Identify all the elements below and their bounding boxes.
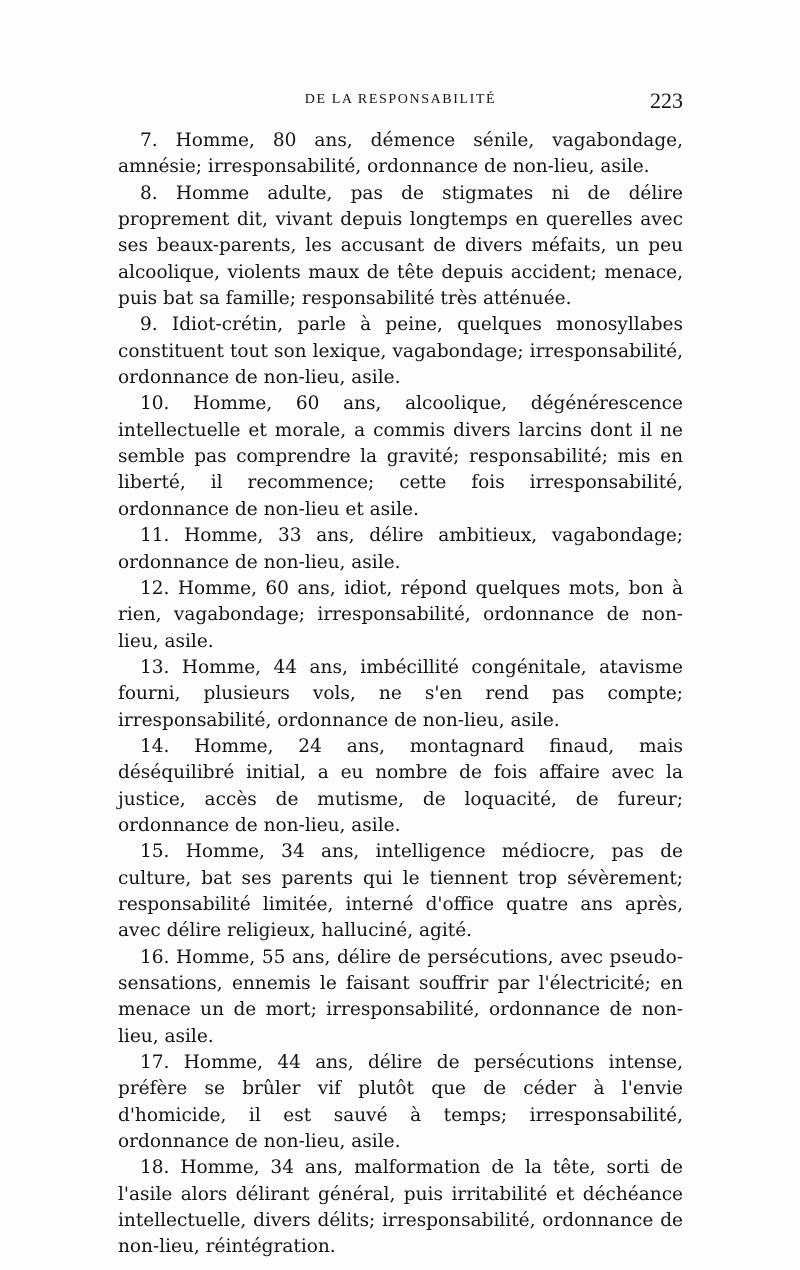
case-entry-12: 12. Homme, 60 ans, idiot, répond quelques mots, bon à rien, vagabondage; irresponsabilité, ordonnance de non-lieu, asile. bbox=[118, 577, 683, 652]
running-title: DE LA RESPONSABILITÉ bbox=[304, 92, 497, 107]
body-text bbox=[118, 128, 683, 1261]
case-entry-8: 8. Homme adulte, pas de stigmates ni de délire proprement dit, vivant depuis longtemps en querelles avec ses beaux-parents, les accusant de divers méfaits, un peu alcoolique, violents maux de tête depuis accident; menace, puis bat sa famille; responsabilité très atténuée. bbox=[118, 182, 683, 310]
case-entry-13: 13. Homme, 44 ans, imbécillité congénitale, atavisme fourni, plusieurs vols, ne s'en rend pas compte; irresponsabilité, ordonnance de non-lieu, asile. bbox=[118, 656, 683, 731]
case-entry-17: 17. Homme, 44 ans, délire de persécutions intense, préfère se brûler vif plutôt que de céder à l'envie d'homicide, il est sauvé à temps; irresponsabilité, ordonnance de non-lieu, asile. bbox=[118, 1052, 683, 1153]
case-entry-11: 11. Homme, 33 ans, délire ambitieux, vagabondage; ordonnance de non-lieu, asile. bbox=[118, 525, 683, 573]
case-entry-16: 16. Homme, 55 ans, délire de persécutions, avec pseudo-sensations, ennemis le faisant souffrir par l'électricité; en menace un de mort; irresponsabilité, ordonnance de non-lieu, asile. bbox=[118, 946, 683, 1047]
case-entry-7: 7. Homme, 80 ans, démence sénile, vagabondage, amnésie; irresponsabilité, ordonnance de non-lieu, asile. bbox=[118, 130, 683, 178]
case-entry-18: 18. Homme, 34 ans, malformation de la tête, sorti de l'asile alors délirant général, puis irritabilité et déchéance intellectuelle, divers délits; irresponsabilité, ordonnance de non-lieu, réintégration. bbox=[118, 1157, 683, 1258]
running-head bbox=[118, 88, 683, 118]
case-entry-10: 10. Homme, 60 ans, alcoolique, dégénérescence intellectuelle et morale, a commis divers larcins dont il ne semble pas comprendre la gravité; responsabilité; mis en liberté, il recommence; cette fois irresponsabilité, ordonnance de non-lieu et asile. bbox=[118, 393, 683, 520]
case-entry-9: 9. Idiot-crétin, parle à peine, quelques monosyllabes constituent tout son lexique, vagabondage; irresponsabilité, ordonnance de non-lieu, asile. bbox=[118, 314, 683, 389]
page-number: 223 bbox=[650, 88, 683, 113]
case-entry-15: 15. Homme, 34 ans, intelligence médiocre, pas de culture, bat ses parents qui le tiennent trop sévèrement; responsabilité limitée, interné d'office quatre ans après, avec délire religieux, halluciné, agité. bbox=[118, 841, 683, 942]
case-entry-14: 14. Homme, 24 ans, montagnard finaud, mais déséquilibré initial, a eu nombre de fois affaire avec la justice, accès de mutisme, de loquacité, de fureur; ordonnance de non-lieu, asile. bbox=[118, 735, 683, 836]
